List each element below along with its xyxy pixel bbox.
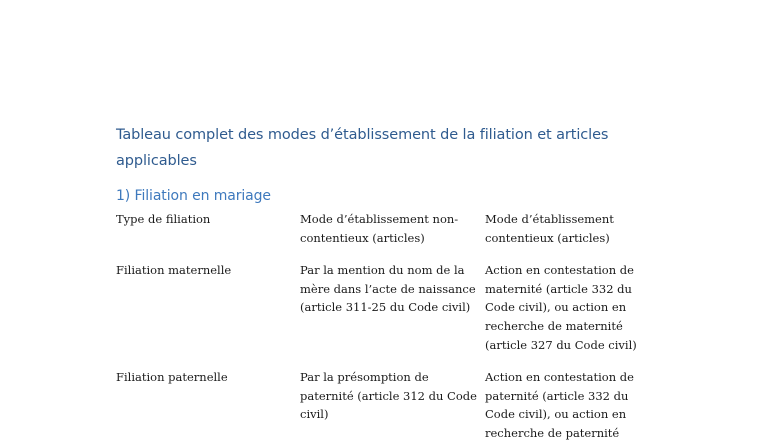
- table-header-cell: [485, 210, 646, 261]
- header-contentieux: Mode d’établissement contentieux (articles): [485, 212, 614, 245]
- row-paternelle-non-contentieux: Par la présomption de paternité (article 312 du Code civil): [300, 370, 477, 422]
- header-type-filiation: Type de filiation: [116, 212, 211, 226]
- section-heading: 1) Filiation en mariage: [116, 188, 271, 204]
- table-header-cell: [116, 210, 300, 261]
- table-row: [116, 368, 646, 442]
- filiation-table: [116, 210, 646, 443]
- table-header-cell: [300, 210, 485, 261]
- row-maternelle-type: Filiation maternelle: [116, 263, 232, 278]
- table-cell: [485, 261, 646, 368]
- document-title: Tableau complet des modes d’établissement de la filiation et articles applicables: [116, 127, 609, 169]
- row-paternelle-type: Filiation paternelle: [116, 370, 228, 385]
- table-cell: [485, 368, 646, 442]
- row-paternelle-contentieux: Action en contestation de paternité (article 332 du Code civil), ou action en recherche de paternité: [485, 370, 634, 440]
- row-maternelle-non-contentieux: Par la mention du nom de la mère dans l’acte de naissance (article 311-25 du Code civil): [300, 263, 476, 315]
- table-cell: [116, 261, 300, 368]
- row-maternelle-contentieux: Action en contestation de maternité (article 332 du Code civil), ou action en recherche de maternité (article 327 du Code civil): [485, 263, 637, 352]
- header-non-contentieux: Mode d’établissement non-contentieux (articles): [300, 212, 459, 245]
- table-cell: [300, 368, 485, 442]
- table-row: [116, 261, 646, 368]
- table-header-row: [116, 210, 646, 261]
- table-cell: [116, 368, 300, 442]
- table-cell: [300, 261, 485, 368]
